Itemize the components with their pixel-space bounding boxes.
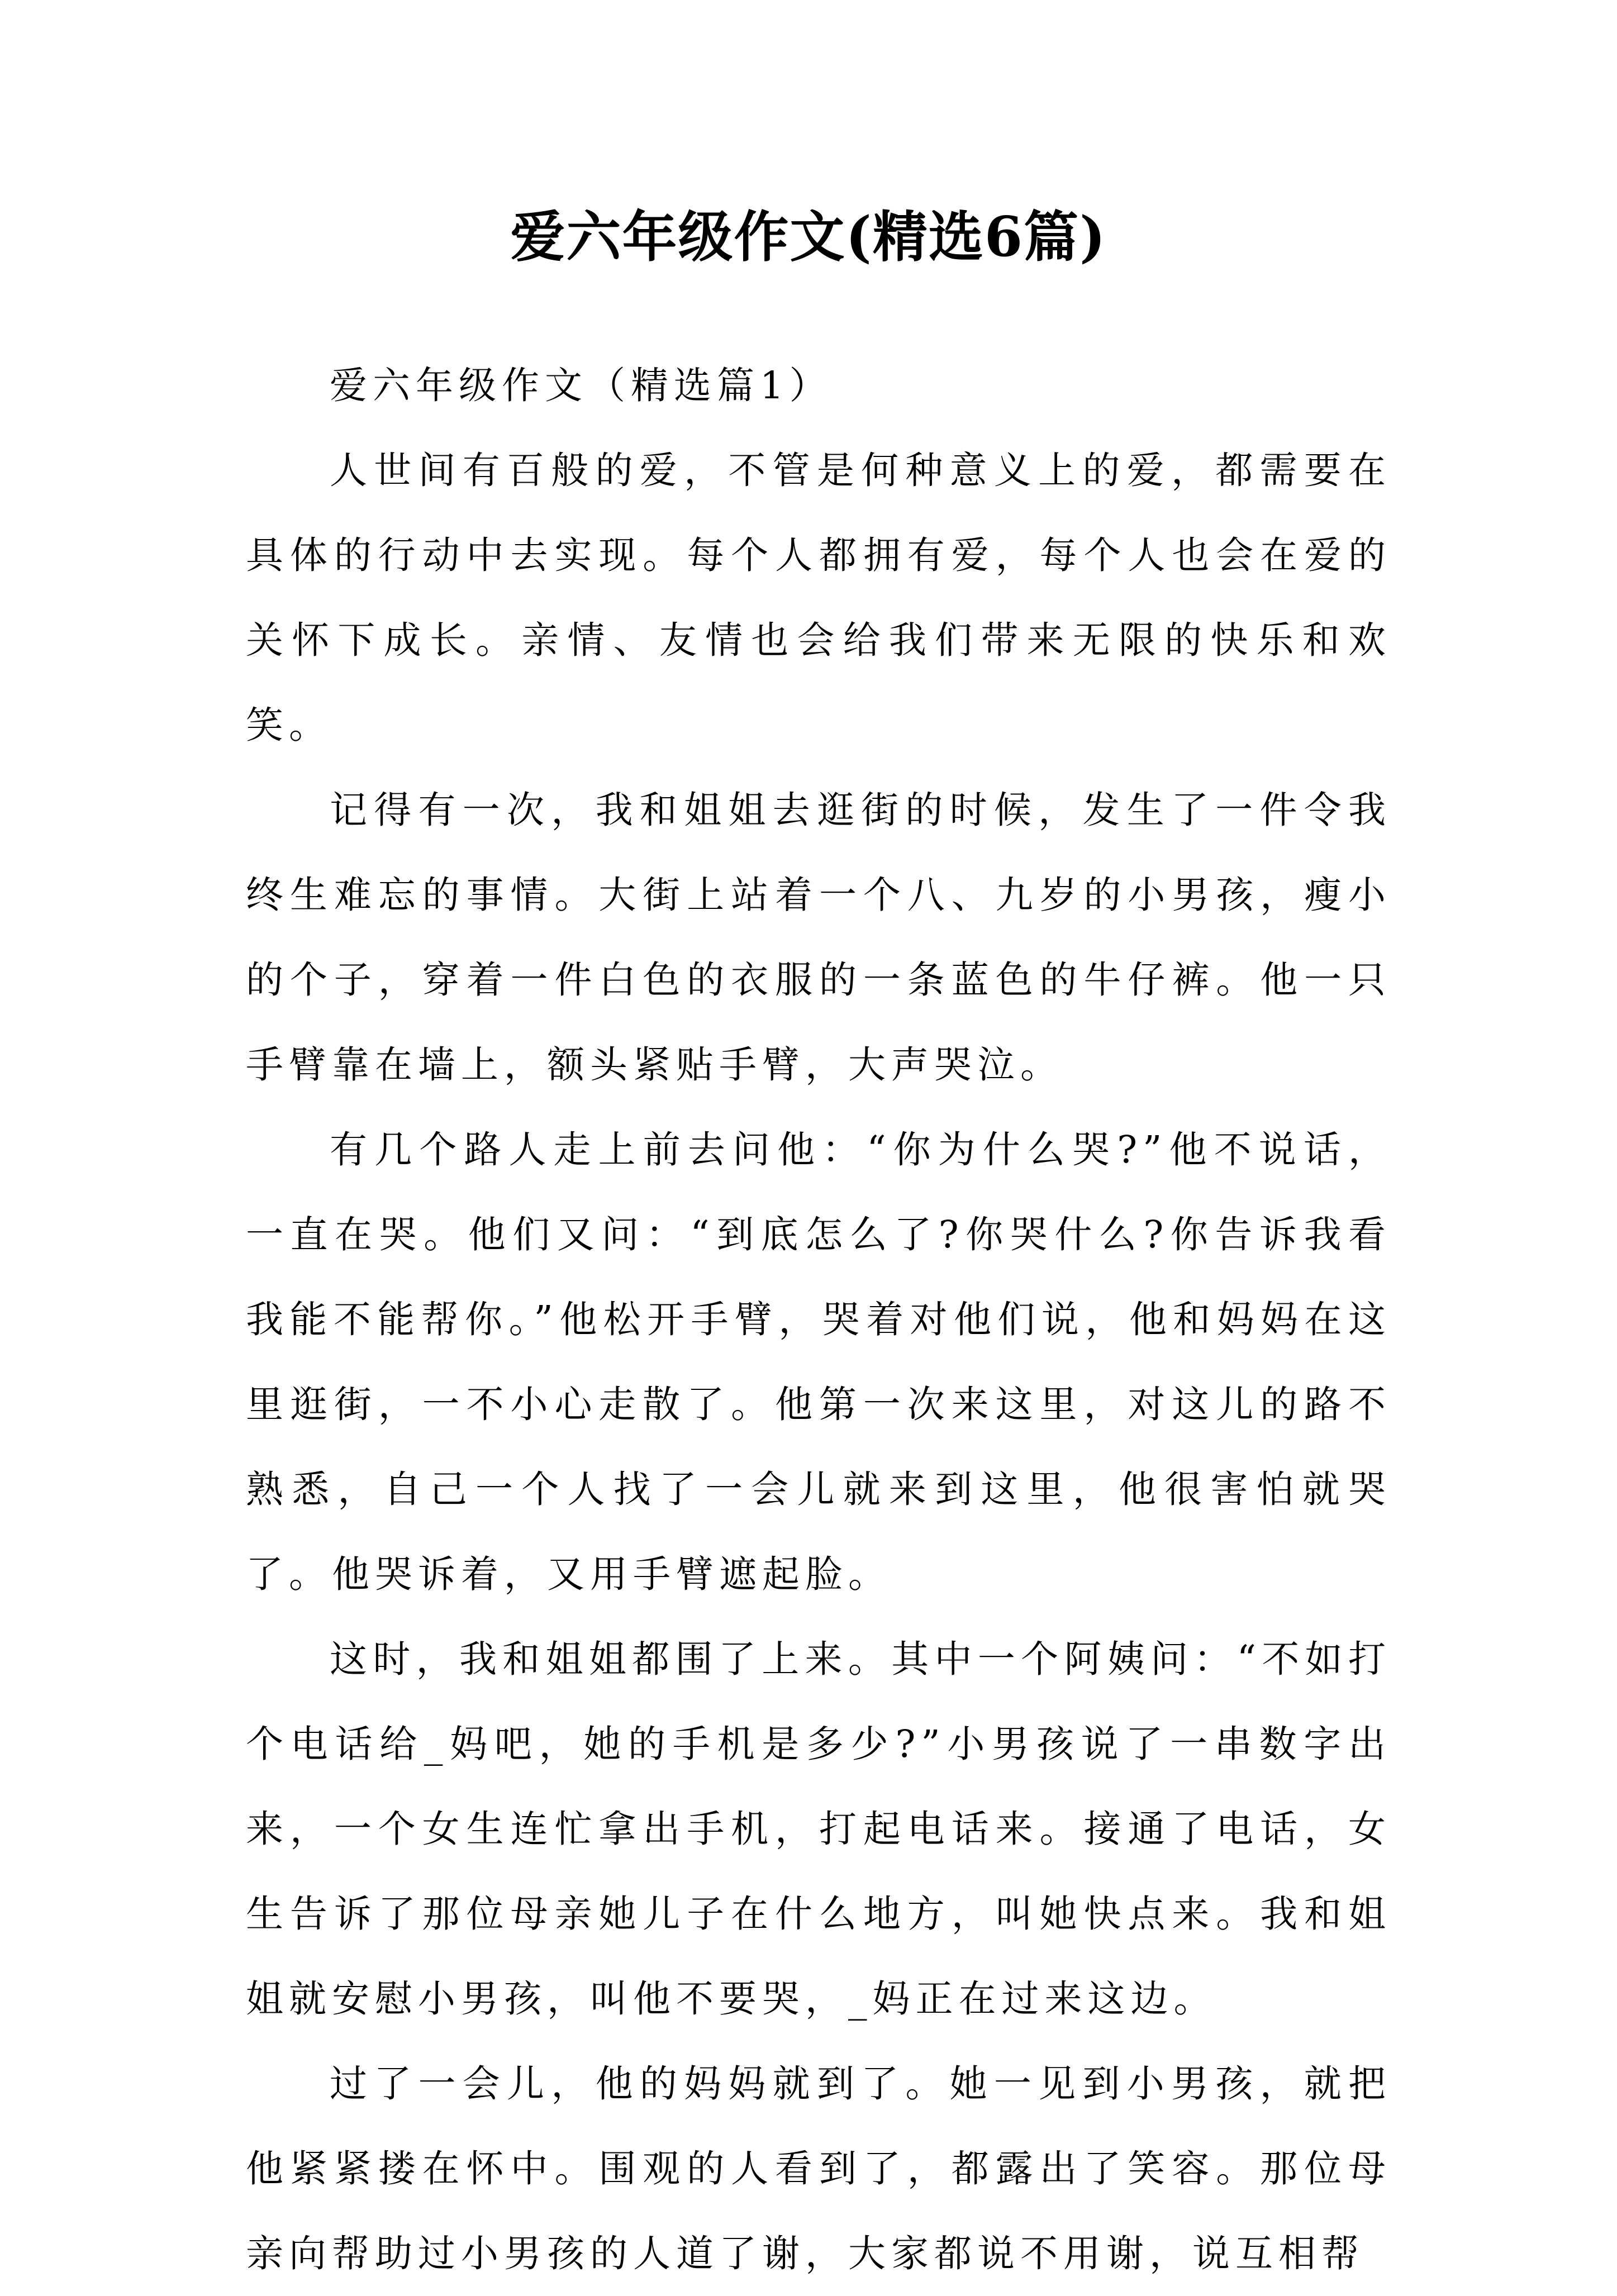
paragraph: 记得有一次，我和姐姐去逛街的时候，发生了一件令我终生难忘的事情。大街上站着一个八、九岁的小男孩，瘦小的个子，穿着一件白色的衣服的一条蓝色的牛仔裤。他一只手臂靠在墙上，额头紧贴手臂，大声哭泣。 (246, 788, 1391, 1087)
document-body (246, 343, 1391, 2296)
section-heading: 爱六年级作文（精选篇1） (330, 364, 833, 407)
paragraph: 过了一会儿，他的妈妈就到了。她一见到小男孩，就把他紧紧搂在怀中。围观的人看到了，都露出了笑容。那位母亲向帮助过小男孩的人道了谢，大家都说不用谢，说互相帮 (246, 2062, 1391, 2275)
paragraph: 这时，我和姐姐都围了上来。其中一个阿姨问：“不如打个电话给_妈吧，她的手机是多少?”小男孩说了一串数字出来，一个女生连忙拿出手机，打起电话来。接通了电话，女生告诉了那位母亲她儿子在什么地方，叫她快点来。我和姐姐就安慰小男孩，叫他不要哭，_妈正在过来这边。 (246, 1637, 1391, 2021)
paragraph: 人世间有百般的爱，不管是何种意义上的爱，都需要在具体的行动中去实现。每个人都拥有爱，每个人也会在爱的关怀下成长。亲情、友情也会给我们带来无限的快乐和欢笑。 (246, 449, 1391, 747)
document-title: 爱六年级作文(精选6篇) (510, 205, 1107, 269)
paragraph: 有几个路人走上前去问他：“你为什么哭?”他不说话，一直在哭。他们又问：“到底怎么了?你哭什么?你告诉我看我能不能帮你。”他松开手臂，哭着对他们说，他和妈妈在这里逛街，一不小心走散了。他第一次来这里，对这儿的路不熟悉，自己一个人找了一会儿就来到这里，他很害怕就哭了。他哭诉着，又用手臂遮起脸。 (246, 1128, 1391, 1596)
